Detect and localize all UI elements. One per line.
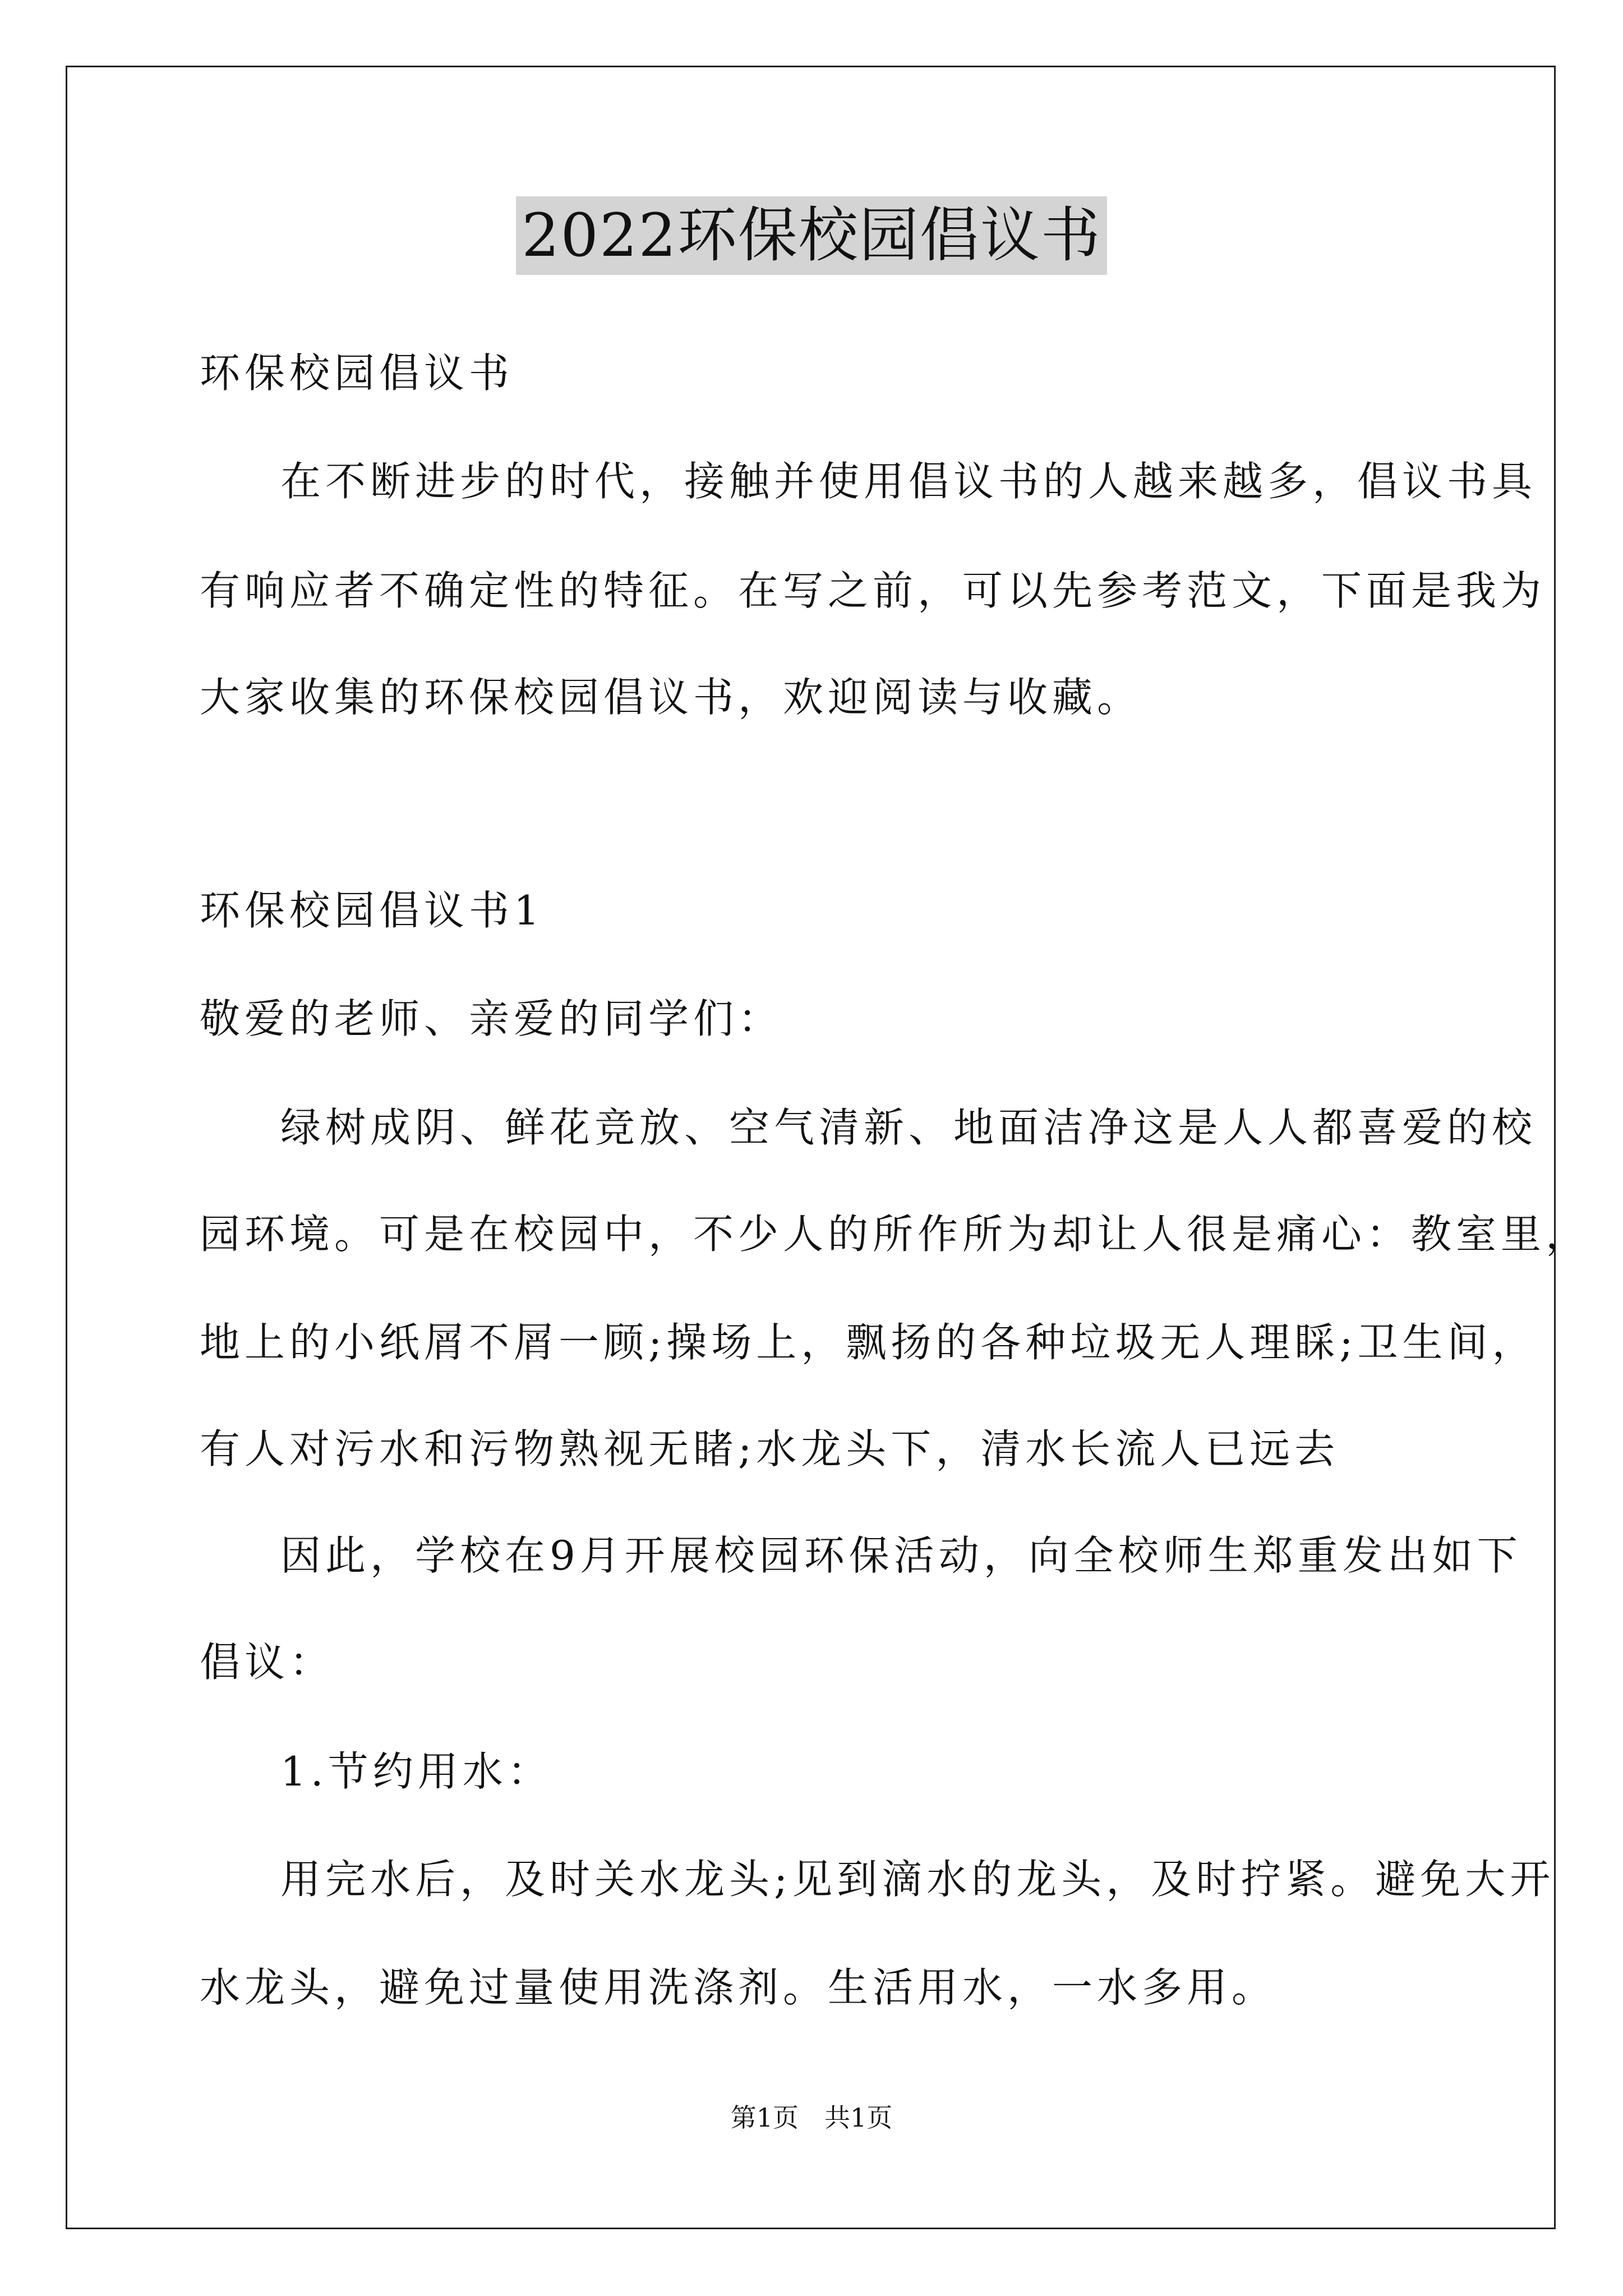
paragraph-line: 倡议： bbox=[200, 1639, 335, 1686]
paragraph-line: 园环境。可是在校园中，不少人的所作所为却让人很是痛心：教室里， bbox=[200, 1211, 1591, 1258]
salutation: 敬爱的老师、亲爱的同学们： bbox=[200, 995, 783, 1042]
page-footer: 第1页 共1页 bbox=[730, 2102, 893, 2133]
intro-line: 有响应者不确定性的特征。在写之前，可以先参考范文，下面是我为 bbox=[200, 567, 1546, 614]
paragraph-line: 用完水后，及时关水龙头;见到滴水的龙头，及时拧紧。避免大开 bbox=[280, 1856, 1555, 1903]
section-title: 环保校园倡议书1 bbox=[200, 887, 544, 934]
document-title bbox=[0, 196, 1623, 292]
paragraph-line: 地上的小纸屑不屑一顾;操场上，飘扬的各种垃圾无人理睬;卫生间， bbox=[200, 1319, 1537, 1366]
paragraph-line: 因此，学校在9月开展校园环保活动，向全校师生郑重发出如下 bbox=[280, 1532, 1522, 1579]
paragraph-line: 水龙头，避免过量使用洗涤剂。生活用水，一水多用。 bbox=[200, 1964, 1277, 2011]
list-item-title: 1.节约用水： bbox=[280, 1748, 552, 1795]
heading: 环保校园倡议书 bbox=[200, 349, 514, 397]
paragraph-line: 有人对污水和污物熟视无睹;水龙头下，清水长流人已远去 bbox=[200, 1425, 1340, 1473]
intro-line: 在不断进步的时代，接触并使用倡议书的人越来越多，倡议书具 bbox=[280, 458, 1537, 505]
intro-line: 大家收集的环保校园倡议书，欢迎阅读与收藏。 bbox=[200, 674, 1142, 721]
document-title-text: 2022环保校园倡议书 bbox=[516, 196, 1107, 275]
paragraph-line: 绿树成阴、鲜花竞放、空气清新、地面洁净这是人人都喜爱的校 bbox=[280, 1104, 1537, 1151]
